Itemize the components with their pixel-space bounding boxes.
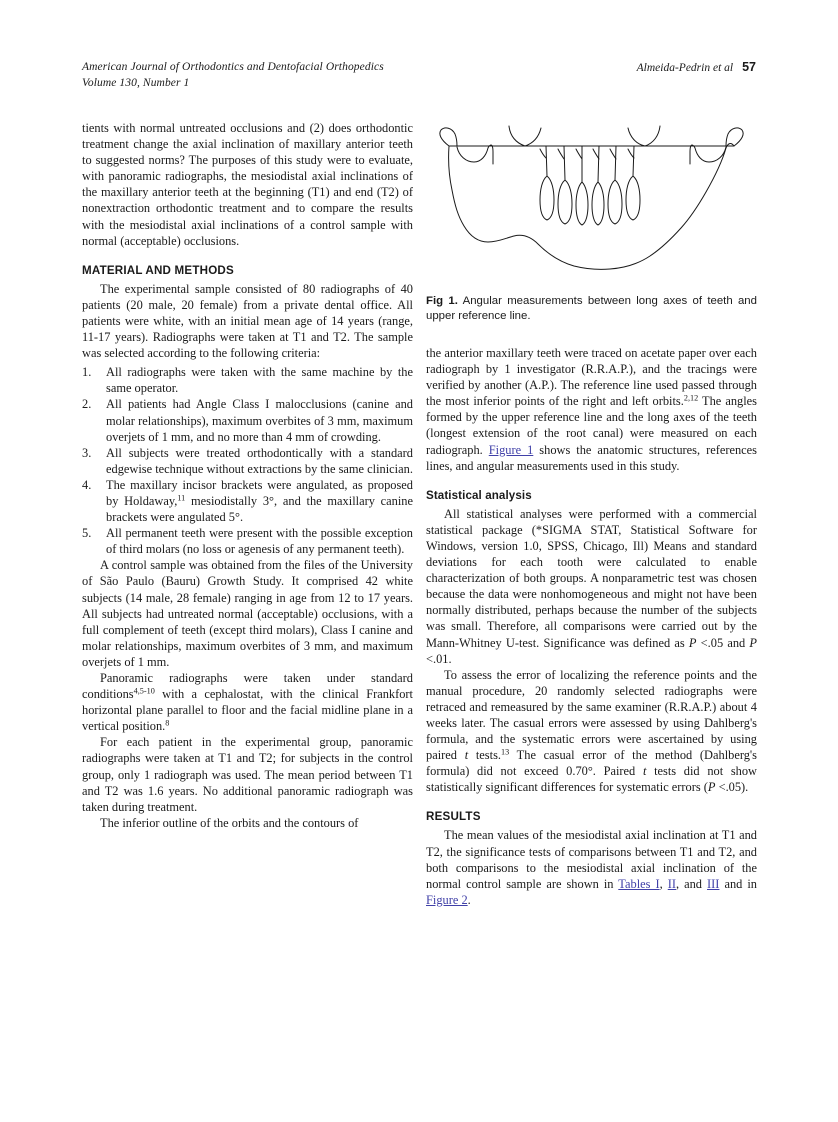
panoramic-text-b: with a cephalostat, with the clinical Frankfort horizontal plane parallel to floor and the facial midline plane in a vertical position. bbox=[82, 687, 413, 734]
results-text-a: The mean values of the mesiodistal axial inclination at T1 and T2, the significance tests of comparisons between T1 and T2, and both comparisons to the mesiodistal axial inclination of the normal control sample are shown in bbox=[426, 828, 757, 891]
citation-ref-4-5-10: 4,5-10 bbox=[133, 686, 155, 696]
tracing-text-b: The angles formed by the upper reference line and the long axes of the teeth (longest extension of the root canal) were measured on each radiograph. bbox=[426, 394, 757, 457]
error-text-b: tests. bbox=[468, 748, 501, 763]
stats-text-a: All statistical analyses were performed with a commercial statistical package (*SIGMA STAT, Statistical Software for Windows, version 1.0, SPSS, Chicago, Ill) Means and standard deviations for each tooth were calculated to enable characterization of both groups. A nonparametric test was chosen because the data were nonhomogeneous and might not have been normally distributed, perhaps because the number of the subjects was small. Therefore, all comparisons were carried out by the Mann-Whitney U-test. Significance was defined as bbox=[426, 506, 757, 650]
citation-ref-13: 13 bbox=[501, 747, 510, 757]
list-item-number: 4. bbox=[82, 477, 92, 492]
stats-text-b: <.05 and bbox=[696, 635, 750, 650]
paragraph-experimental-sample: The experimental sample consisted of 80 radiographs of 40 patients (20 male, 20 female) from a private dental office. All patients were white, with an initial mean age of 14 years (range, 11-17 years). Radiographs were taken at T1 and T2. The sample was selected according to the following criteria: bbox=[82, 281, 413, 361]
citation-ref-11: 11 bbox=[177, 493, 186, 503]
citation-ref-2-12: 2,12 bbox=[683, 393, 699, 403]
list-item bbox=[82, 525, 413, 557]
t-test-symbol: t bbox=[464, 748, 469, 763]
error-text-a: To assess the error of localizing the reference points and the manual procedure, 20 randomly selected radiographs were retraced and remeasured by the same examiner (R.R.A.P.) about 4 weeks later. The casual errors were assessed by using Dahlberg's formula, and the systematic errors were ascertained by using paired bbox=[426, 667, 757, 763]
figure-1 bbox=[426, 118, 757, 324]
right-column bbox=[426, 345, 757, 908]
list-item-text: The maxillary incisor brackets were angulated, as proposed by Holdaway, bbox=[106, 477, 413, 508]
list-item bbox=[82, 364, 413, 396]
t-test-symbol: t bbox=[642, 764, 647, 779]
paragraph-control-sample: A control sample was obtained from the files of the University of São Paulo (Bauru) Growth Study. It comprised 42 white subjects (14 male, 28 female) ranging in age from 12 to 17 years. All subjects had untreated normal (acceptable) occlusions, with a full complement of teeth (except third molars), Class I canine and molar relationships, maximum overbites of 3 mm, and maximum overjets of 1 mm. bbox=[82, 558, 413, 669]
list-item-number: 1. bbox=[82, 365, 92, 380]
results-sep-2: , and bbox=[676, 876, 708, 891]
list-item-number: 3. bbox=[82, 445, 92, 460]
list-item-text: All patients had Angle Class I malocclusions (canine and molar relationships), maximum overbites of 3 mm, maximum overjets of 1 mm, and no more than 4 mm of crowding. bbox=[106, 397, 413, 444]
list-item-text: All permanent teeth were present with the possible exception of third molars (no loss or agenesis of any permanent teeth). bbox=[106, 526, 413, 557]
list-item-number: 2. bbox=[82, 397, 92, 412]
paragraph-each-patient: For each patient in the experimental group, panoramic radiographs were taken at T1 and T2; for subjects in the control group, only 1 radiograph was used. The mean period between T1 and T2 was 1.6 years. No additional panoramic radiograph was taken during treatment. bbox=[82, 735, 413, 814]
stats-text-c: <.01. bbox=[426, 651, 452, 666]
list-item bbox=[82, 396, 413, 444]
p-value-symbol: P bbox=[707, 780, 716, 795]
p-value-symbol: P bbox=[749, 635, 757, 650]
paragraph-error-assessment bbox=[426, 667, 757, 796]
link-figure-2[interactable]: Figure 2 bbox=[426, 892, 468, 907]
error-text-d: tests did not show statistically significant differences for systematic errors ( bbox=[426, 764, 757, 795]
panoramic-text-a: Panoramic radiographs were taken under standard conditions bbox=[82, 671, 413, 702]
left-column bbox=[82, 120, 413, 831]
figure-1-label: Fig 1. bbox=[426, 295, 458, 307]
figure-1-caption-text: Angular measurements between long axes of teeth and upper reference line. bbox=[426, 295, 757, 323]
journal-title: American Journal of Orthodontics and Dentofacial Orthopedics bbox=[82, 61, 384, 73]
author-names: Almeida-Pedrin et al bbox=[636, 62, 734, 74]
paragraph-tracing-method bbox=[426, 345, 757, 474]
link-table-3[interactable]: III bbox=[707, 876, 720, 891]
heading-statistical-analysis: Statistical analysis bbox=[426, 488, 532, 502]
criteria-list bbox=[82, 364, 413, 557]
paragraph-panoramic-conditions bbox=[82, 670, 413, 734]
list-item bbox=[82, 445, 413, 477]
running-head-right bbox=[637, 60, 756, 77]
heading-results: RESULTS bbox=[426, 810, 481, 824]
figure-1-artwork bbox=[426, 118, 757, 284]
link-table-2[interactable]: II bbox=[667, 876, 676, 891]
running-head bbox=[82, 60, 756, 100]
running-head-left bbox=[82, 60, 384, 91]
results-sep-1: , bbox=[659, 876, 668, 891]
list-item-text-continued: mesiodistally 3°, and the maxillary canine brackets were angulated 5°. bbox=[106, 493, 413, 525]
paragraph-statistical-analysis bbox=[426, 506, 757, 667]
citation-ref-8: 8 bbox=[165, 718, 170, 728]
link-figure-1[interactable]: Figure 1 bbox=[488, 442, 534, 457]
error-text-c: The casual error of the method (Dahlberg's formula) did not exceed 0.70°. Paired bbox=[426, 748, 757, 779]
list-item-text: All subjects were treated orthodontically with a standard edgewise technique without extractions by the same clinician. bbox=[106, 445, 413, 476]
volume-issue: Volume 130, Number 1 bbox=[82, 76, 190, 89]
p-value-symbol: P bbox=[688, 635, 697, 650]
tracing-text-a: the anterior maxillary teeth were traced on acetate paper over each radiograph by 1 investigator (R.R.A.P.), and the tracings were verified by another (A.P.). The reference line used passed through the most inferior points of the right and left orbits. bbox=[426, 346, 757, 409]
error-text-e: <.05). bbox=[715, 780, 749, 795]
link-table-1[interactable]: Tables I bbox=[618, 876, 660, 891]
heading-material-and-methods: MATERIAL AND METHODS bbox=[82, 263, 234, 277]
tracing-text-c: shows the anatomic structures, references lines, and angular measurements used in this study. bbox=[426, 442, 757, 473]
paragraph-results bbox=[426, 827, 757, 907]
list-item-text: All radiographs were taken with the same machine by the same operator. bbox=[106, 365, 413, 396]
page-number: 57 bbox=[742, 60, 756, 74]
figure-1-caption bbox=[426, 294, 757, 324]
paragraph-intro-continued: tients with normal untreated occlusions and (2) does orthodontic treatment change the axial inclination of maxillary anterior teeth to suggested norms? The purposes of this study were to evaluate, with panoramic radiographs, the mesiodistal axial inclinations of the maxillary anterior teeth at the beginning (T1) and end (T2) of nonextraction orthodontic treatment and to compare the results with the mesiodistal axial inclinations of a control sample with normal (acceptable) occlusions. bbox=[82, 121, 413, 248]
results-sep-3: and in bbox=[719, 876, 757, 891]
results-text-b: . bbox=[467, 892, 471, 907]
list-item bbox=[82, 477, 413, 525]
list-item-number: 5. bbox=[82, 526, 92, 541]
paragraph-inferior-outline: The inferior outline of the orbits and the contours of bbox=[100, 815, 359, 830]
